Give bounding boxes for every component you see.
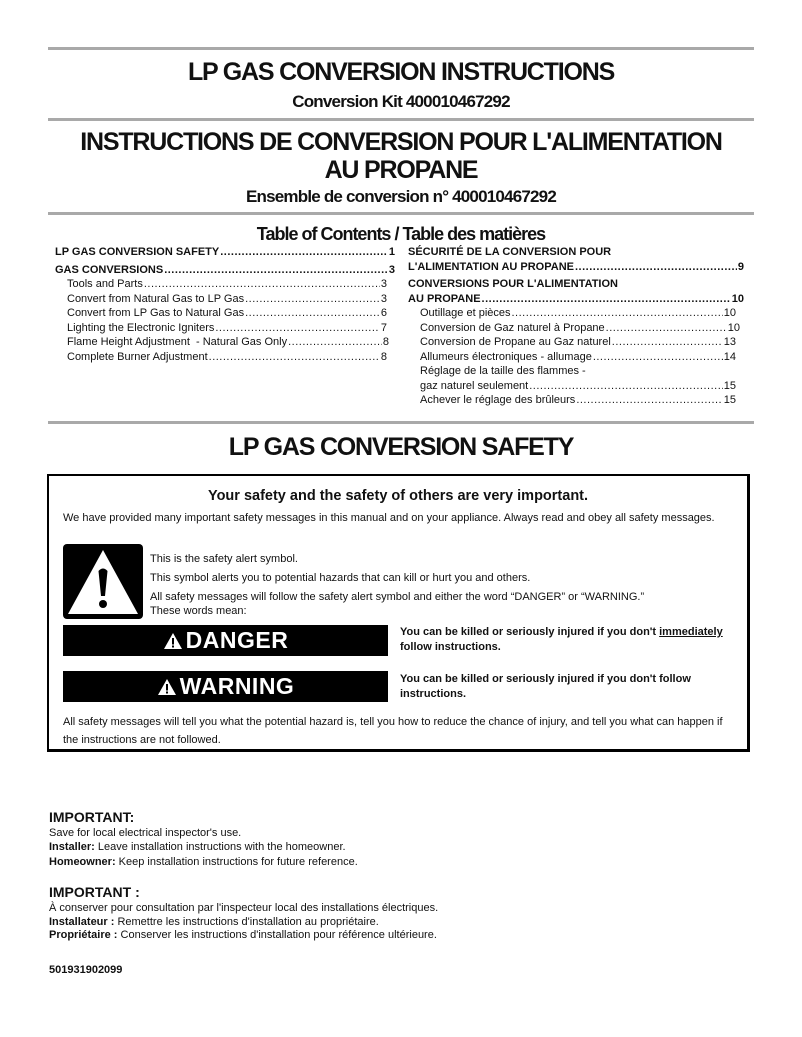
toc-entry-label: Convert from Natural Gas to LP Gas	[67, 292, 245, 305]
toc-leader-dots	[209, 350, 380, 365]
installateur-label: Installateur :	[49, 915, 115, 928]
top-rule	[48, 47, 754, 50]
toc-entry[interactable]	[408, 306, 736, 321]
alert-line: All safety messages will follow the safety alert symbol and either the word “DANGER” or “WARNING.”	[150, 591, 645, 603]
toc-leader-dots	[575, 260, 737, 275]
kit-number-fr: Ensemble de conversion n° 400010467292	[246, 187, 556, 206]
proprietaire-label: Propriétaire :	[49, 929, 118, 941]
danger-alert-icon	[163, 632, 183, 650]
toc-entry[interactable]	[55, 263, 395, 278]
toc-right-column	[408, 245, 744, 408]
toc-entry-label: Convert from LP Gas to Natural Gas	[67, 307, 245, 319]
toc-entry-label-line1: Réglage de la taille des flammes -	[420, 365, 586, 377]
toc-entry[interactable]	[408, 350, 736, 365]
warning-signal-bar	[63, 671, 388, 702]
toc-entry[interactable]	[408, 335, 736, 350]
alert-line: This symbol alerts you to potential hazards that can kill or hurt you and others.	[150, 572, 531, 584]
toc-entry[interactable]	[55, 277, 387, 292]
toc-entry-page: 8	[382, 336, 389, 348]
toc-entry[interactable]	[55, 350, 387, 365]
installer-line	[49, 841, 749, 855]
page-title-fr-line1: INSTRUCTIONS DE CONVERSION POUR L'ALIMENTATION	[80, 128, 722, 156]
toc-entry-page: 15	[723, 379, 736, 392]
installateur-line	[49, 916, 749, 930]
toc-entry[interactable]	[55, 306, 387, 321]
toc-entry-label: Outillage et pièces	[420, 307, 511, 319]
alert-line: These words mean:	[150, 605, 247, 617]
danger-description	[400, 625, 750, 655]
toc-entry-label: GAS CONVERSIONS	[55, 263, 164, 276]
installateur-text: Remettre les instructions d'installation au propriétaire.	[114, 915, 379, 928]
toc-leader-dots	[512, 306, 723, 321]
toc-entry-label: LP GAS CONVERSION SAFETY	[55, 246, 220, 258]
safety-outro: All safety messages will tell you what the potential hazard is, tell you how to reduce the chance of injury, and tell you what can happen if the instructions are not followed.	[63, 716, 723, 746]
installer-label: Installer:	[49, 840, 95, 853]
proprietaire-text: Conserver les instructions d'installation pour référence ultérieure.	[117, 929, 437, 941]
toc-entry-page: 3	[380, 292, 387, 305]
important-line: À conserver pour consultation par l'inspecteur local des installations électriques.	[49, 902, 439, 914]
toc-entry-page: 3	[380, 278, 387, 290]
warning-label: WARNING	[179, 673, 295, 699]
toc-leader-dots	[144, 277, 380, 292]
page-title-fr-line2: AU PROPANE	[324, 156, 478, 184]
toc-leader-dots	[220, 245, 388, 260]
toc-leader-dots	[245, 306, 380, 321]
document-number: 501931902099	[49, 964, 123, 976]
warning-description: You can be killed or seriously injured if you don't follow instructions.	[400, 673, 691, 700]
toc-entry-page: 1	[388, 246, 395, 258]
danger-signal-bar	[63, 625, 388, 656]
toc-entry[interactable]	[408, 393, 736, 408]
toc-entry-page: 7	[380, 321, 387, 334]
toc-entry-label-line1: CONVERSIONS POUR L'ALIMENTATION	[408, 278, 618, 290]
toc-leader-dots	[612, 335, 723, 350]
installer-text: Leave installation instructions with the homeowner.	[94, 840, 346, 853]
toc-leader-dots	[593, 350, 723, 365]
toc-entry[interactable]	[408, 245, 744, 274]
safety-alert-explanation	[150, 550, 644, 618]
toc-entry[interactable]	[408, 364, 744, 393]
toc-entry-label: Achever le réglage des brûleurs	[420, 394, 576, 406]
toc-left-column	[55, 245, 395, 364]
header-rule-2	[48, 118, 754, 121]
danger-text-emphasis: immediately	[659, 626, 723, 638]
toc-leader-dots	[576, 393, 722, 408]
toc-entry-label: Lighting the Electronic Igniters	[67, 321, 215, 334]
toc-entry-line2	[408, 379, 736, 394]
toc-entry-line2	[408, 292, 744, 307]
toc-entry-label: AU PROPANE	[408, 292, 481, 305]
danger-text-part: You can be killed or seriously injured if you don't	[400, 626, 660, 638]
toc-entry-page: 13	[723, 336, 736, 348]
toc-entry[interactable]	[55, 292, 387, 307]
toc-title: Table of Contents / Table des matières	[256, 224, 546, 244]
safety-box	[47, 474, 750, 752]
important-line: Save for local electrical inspector's use.	[49, 827, 242, 839]
toc-entry-label: Conversion de Propane au Gaz naturel	[420, 336, 611, 348]
toc-leader-dots	[288, 335, 382, 350]
toc-entry-page: 9	[737, 260, 744, 273]
homeowner-text: Keep installation instructions for future reference.	[115, 856, 358, 868]
homeowner-label: Homeowner:	[49, 856, 116, 868]
toc-entry-label: Allumeurs électroniques - allumage	[420, 350, 592, 363]
danger-text-part: follow instructions.	[400, 641, 501, 653]
toc-entry[interactable]	[408, 321, 740, 336]
toc-entry-page: 10	[723, 307, 736, 319]
toc-entry-page: 10	[727, 321, 740, 334]
page-title-fr	[48, 128, 754, 184]
alert-line: This is the safety alert symbol.	[150, 553, 298, 565]
important-heading-fr: IMPORTANT :	[49, 884, 140, 900]
toc-entry[interactable]	[55, 335, 389, 350]
toc-entry-label: Conversion de Gaz naturel à Propane	[420, 321, 605, 334]
toc-leader-dots	[164, 263, 388, 278]
toc-entry[interactable]	[55, 245, 395, 260]
safety-section-title: LP GAS CONVERSION SAFETY	[228, 433, 574, 461]
toc-entry-label-line1: SÉCURITÉ DE LA CONVERSION POUR	[408, 246, 612, 258]
toc-leader-dots	[529, 379, 723, 394]
kit-number-en: Conversion Kit 400010467292	[292, 92, 510, 111]
toc-entry-page: 3	[388, 263, 395, 276]
toc-entry-label: L'ALIMENTATION AU PROPANE	[408, 260, 574, 273]
toc-leader-dots	[245, 292, 380, 307]
toc-entry-page: 10	[731, 292, 744, 305]
toc-leader-dots	[606, 321, 727, 336]
safety-alert-triangle-icon	[63, 544, 143, 619]
page-title-en: LP GAS CONVERSION INSTRUCTIONS	[187, 58, 615, 86]
toc-leader-dots	[215, 321, 380, 336]
toc-entry-page: 15	[723, 394, 736, 406]
toc-entry[interactable]	[408, 277, 744, 306]
toc-entry[interactable]	[55, 321, 387, 336]
toc-entry-page: 6	[380, 307, 387, 319]
safety-intro: We have provided many important safety messages in this manual and on your appliance. Always read and obey all safety messages.	[63, 512, 715, 524]
important-note-en	[49, 809, 749, 870]
toc-entry-line2	[408, 260, 744, 275]
header-rule-3	[48, 212, 754, 215]
warning-alert-icon	[157, 678, 177, 696]
toc-entry-page: 14	[723, 350, 736, 363]
homeowner-line	[49, 856, 749, 870]
safety-box-heading: Your safety and the safety of others are very important.	[207, 488, 589, 504]
important-note-fr	[49, 884, 749, 943]
safety-rule	[48, 421, 754, 424]
toc-entry-label: Tools and Parts	[67, 278, 143, 290]
toc-entry-label: Complete Burner Adjustment	[67, 350, 208, 363]
important-heading-en: IMPORTANT:	[49, 809, 135, 825]
toc-entry-label: Flame Height Adjustment - Natural Gas Only	[67, 336, 288, 348]
toc-entry-page: 8	[380, 350, 387, 363]
toc-leader-dots	[482, 292, 731, 307]
danger-label: DANGER	[185, 627, 289, 653]
toc-entry-label: gaz naturel seulement	[420, 379, 529, 392]
proprietaire-line	[49, 929, 749, 943]
